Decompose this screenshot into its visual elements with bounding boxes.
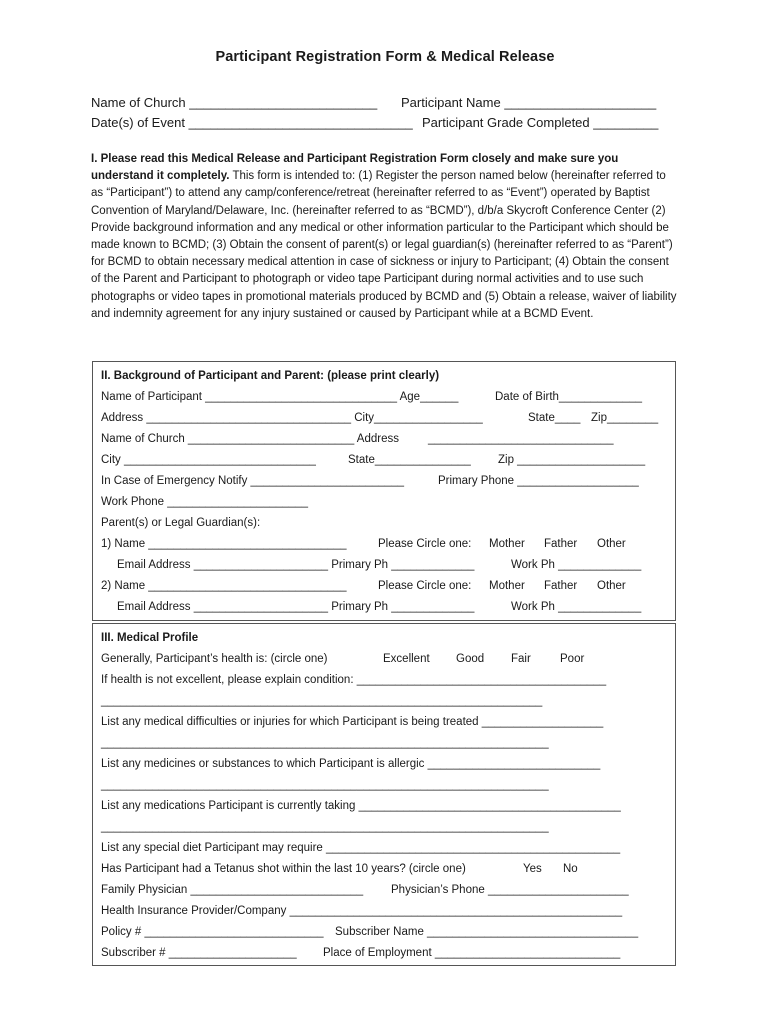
medications-field[interactable]: List any medications Participant is currently taking _________________________________________ bbox=[101, 800, 621, 812]
guardian2-contact-row[interactable] bbox=[101, 598, 667, 616]
zip-field: Zip________ bbox=[591, 412, 659, 424]
policy-number-field: Policy # ____________________________ bbox=[101, 926, 324, 938]
background-section bbox=[92, 361, 676, 621]
section3-heading: III. Medical Profile bbox=[101, 632, 199, 644]
subscriber-number-field: Subscriber # ____________________ bbox=[101, 947, 297, 959]
church-address-label: Name of Church __________________________ Address bbox=[101, 433, 399, 445]
participant-name-field[interactable] bbox=[401, 95, 656, 110]
subscriber-name-field: Subscriber Name _________________________________ bbox=[335, 926, 639, 938]
participant-name-label: Participant Name bbox=[401, 95, 501, 110]
insurance-field[interactable]: Health Insurance Provider/Company ____________________________________________________ bbox=[101, 905, 623, 917]
section2-heading: II. Background of Participant and Parent: (please print clearly) bbox=[101, 370, 440, 382]
health-explain-field[interactable]: If health is not excellent, please explain condition: _______________________________________ bbox=[101, 674, 607, 686]
medical-difficulties-line[interactable]: ______________________________________________________________________ bbox=[101, 737, 549, 749]
work-phone: Work Phone ______________________ bbox=[101, 496, 308, 508]
guardian1-work-phone: Work Ph _____________ bbox=[511, 559, 642, 571]
event-dates-field[interactable] bbox=[91, 115, 413, 130]
medical-difficulties-field[interactable]: List any medical difficulties or injuries for which Participant is being treated ___________________ bbox=[101, 716, 604, 728]
grade-label: Participant Grade Completed bbox=[422, 115, 590, 130]
intro-body: This form is intended to: (1) Register the person named below (hereinafter referred to as “Participant”) to attend any camp/conference/retreat (hereinafter referred to as “Event”) operated by Baptist Convention of Maryland/Delaware, Inc. (hereinafter referred to as “BCMD”), d/b/a Skycroft Conference Center (2) Provide background information and any medical or other information particular to the Participant which should be made known to BCMD; (3) Obtain the consent of parent(s) or legal guardian(s) (hereinafter referred to as “Parent”) for BCMD to obtain necessary medical attention in case of sickness or injury to Participant; (4) Obtain the consent of the Parent and Participant to photograph or video tape Participant during normal activities and to use such photographs or video tapes in promotional materials produced by BCMD and (5) Obtain a release, waiver of liability and indemnity agreement for any injury sustained or caused by Participant while at a BCMD Event. bbox=[91, 170, 677, 320]
guardian2-other[interactable]: Other bbox=[597, 580, 626, 592]
health-label: Generally, Participant’s health is: (circle one) bbox=[101, 653, 328, 665]
guardian1-father[interactable]: Father bbox=[544, 538, 578, 550]
guardian2-email-phone: Email Address _____________________ Primary Ph _____________ bbox=[117, 601, 475, 613]
state-field-2: State_______________ bbox=[348, 454, 471, 466]
guardian1-other[interactable]: Other bbox=[597, 538, 626, 550]
medical-section bbox=[92, 623, 676, 966]
guardian2-father[interactable]: Father bbox=[544, 580, 578, 592]
guardian1-mother[interactable]: Mother bbox=[489, 538, 525, 550]
health-explain-line[interactable]: _____________________________________________________________________ bbox=[101, 695, 543, 707]
guardian2-work-phone: Work Ph _____________ bbox=[511, 601, 642, 613]
date-of-birth: Date of Birth_____________ bbox=[495, 391, 643, 403]
church-name-blank: __________________________ bbox=[189, 95, 378, 110]
place-of-employment-field: Place of Employment _____________________________ bbox=[323, 947, 621, 959]
work-phone-row[interactable] bbox=[101, 493, 667, 511]
health-excellent[interactable]: Excellent bbox=[383, 653, 430, 665]
guardians-label: Parent(s) or Legal Guardian(s): bbox=[101, 517, 261, 529]
health-poor[interactable]: Poor bbox=[560, 653, 585, 665]
tetanus-no[interactable]: No bbox=[563, 863, 578, 875]
guardian2-row[interactable] bbox=[101, 577, 667, 595]
physician-phone-field: Physician’s Phone ______________________ bbox=[391, 884, 629, 896]
emergency-row[interactable] bbox=[101, 472, 667, 490]
event-dates-blank: _______________________________ bbox=[188, 115, 413, 130]
family-physician-field: Family Physician ___________________________ bbox=[101, 884, 364, 896]
participant-name-blank: _____________________ bbox=[504, 95, 657, 110]
church-address-blank: _____________________________ bbox=[428, 433, 614, 445]
guardian2-name: 2) Name _______________________________ bbox=[101, 580, 347, 592]
guardian2-circle-label: Please Circle one: bbox=[378, 580, 472, 592]
church-address-row[interactable] bbox=[101, 430, 667, 448]
intro-bold: I. Please read this Medical Release and Participant Registration Form closely and make sure you understand it completely. bbox=[91, 153, 619, 183]
policy-row[interactable] bbox=[101, 923, 667, 941]
city-field: City ______________________________ bbox=[101, 454, 316, 466]
church-name-label: Name of Church bbox=[91, 95, 186, 110]
allergies-line[interactable]: ______________________________________________________________________ bbox=[101, 779, 549, 791]
health-fair[interactable]: Fair bbox=[511, 653, 531, 665]
guardian1-row[interactable] bbox=[101, 535, 667, 553]
health-good[interactable]: Good bbox=[456, 653, 485, 665]
grade-blank: _________ bbox=[593, 115, 659, 130]
city-row[interactable] bbox=[101, 451, 667, 469]
health-row[interactable] bbox=[101, 650, 667, 668]
allergies-field[interactable]: List any medicines or substances to which Participant is allergic ___________________________ bbox=[101, 758, 601, 770]
participant-row[interactable] bbox=[101, 388, 667, 406]
guardian1-circle-label: Please Circle one: bbox=[378, 538, 472, 550]
guardian2-mother[interactable]: Mother bbox=[489, 580, 525, 592]
grade-field[interactable] bbox=[422, 115, 658, 130]
tetanus-yes[interactable]: Yes bbox=[523, 863, 542, 875]
tetanus-row[interactable] bbox=[101, 860, 667, 878]
state-field: State____ bbox=[528, 412, 581, 424]
physician-row[interactable] bbox=[101, 881, 667, 899]
guardian1-name: 1) Name _______________________________ bbox=[101, 538, 347, 550]
zip-field-2: Zip ____________________ bbox=[498, 454, 646, 466]
tetanus-label: Has Participant had a Tetanus shot within the last 10 years? (circle one) bbox=[101, 863, 466, 875]
guardian1-contact-row[interactable] bbox=[101, 556, 667, 574]
address-city: Address ________________________________ City_________________ bbox=[101, 412, 483, 424]
medications-line[interactable]: ______________________________________________________________________ bbox=[101, 821, 549, 833]
emergency-contact: In Case of Emergency Notify ________________________ bbox=[101, 475, 405, 487]
church-name-field[interactable] bbox=[91, 95, 377, 110]
participant-name-age: Name of Participant ______________________________ Age______ bbox=[101, 391, 459, 403]
guardian1-email-phone: Email Address _____________________ Primary Ph _____________ bbox=[117, 559, 475, 571]
event-dates-label: Date(s) of Event bbox=[91, 115, 185, 130]
intro-paragraph bbox=[91, 151, 681, 323]
special-diet-field[interactable]: List any special diet Participant may require ______________________________________________ bbox=[101, 842, 621, 854]
subscriber-row[interactable] bbox=[101, 944, 667, 962]
form-title: Participant Registration Form & Medical Release bbox=[215, 49, 555, 65]
primary-phone: Primary Phone ___________________ bbox=[438, 475, 639, 487]
address-row[interactable] bbox=[101, 409, 667, 427]
